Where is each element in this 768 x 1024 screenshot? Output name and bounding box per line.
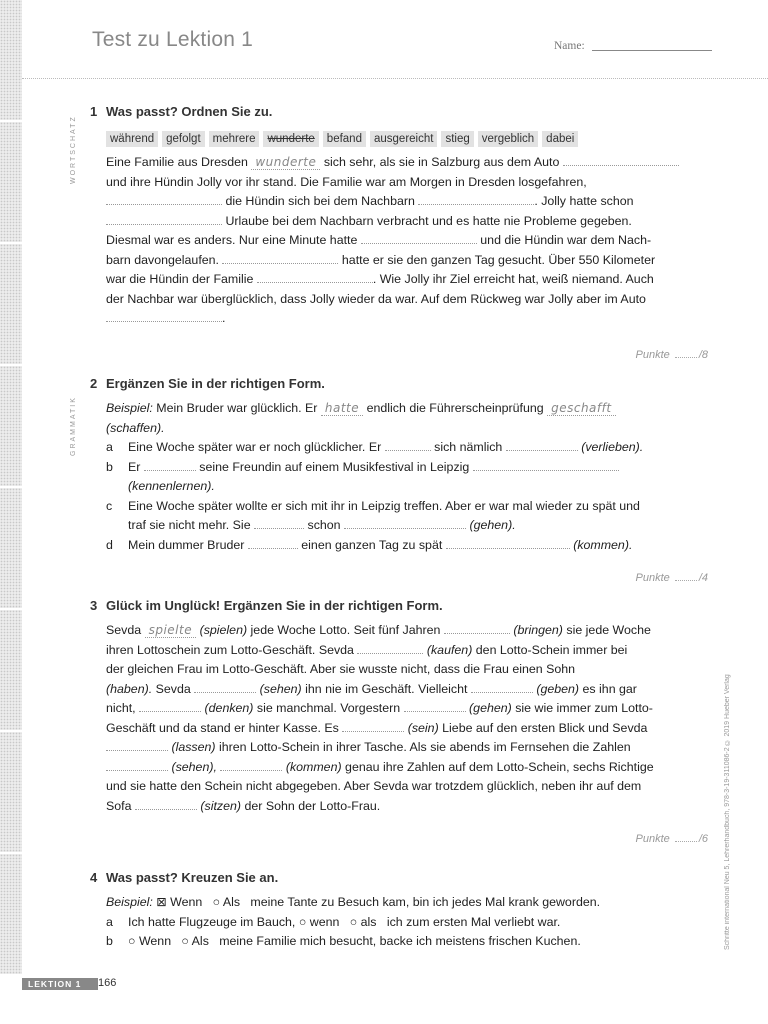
answer-blank[interactable] <box>139 700 201 712</box>
page-number: 166 <box>98 977 117 989</box>
handwritten-answer: wunderte <box>251 155 320 170</box>
item-d: d Mein dummer Bruder einen ganzen Tag zu spät (kommen). <box>106 537 633 552</box>
answer-blank[interactable] <box>446 537 570 549</box>
name-field[interactable] <box>592 50 712 51</box>
name-label: Name: <box>554 40 585 52</box>
answer-blank[interactable] <box>220 759 282 771</box>
copyright-note: Schritte international Neu 5, Lehrerhandbuch, 978-3-19-311086-2 © 2019 Hueber Verlag <box>724 674 731 950</box>
word-box <box>90 131 700 147</box>
answer-blank[interactable] <box>357 642 423 654</box>
answer-blank[interactable] <box>254 517 304 529</box>
task-2-items <box>90 438 700 555</box>
task-2 <box>90 376 700 555</box>
answer-blank[interactable] <box>344 517 466 529</box>
radio-icon: ○ <box>212 895 221 909</box>
handwritten-answer: geschafft <box>547 401 615 416</box>
answer-blank[interactable] <box>361 232 477 244</box>
radio-icon[interactable]: ○ <box>298 914 307 929</box>
answer-blank[interactable] <box>106 739 168 751</box>
word-chip: dabei <box>542 131 578 147</box>
word-chip-used: wunderte <box>263 131 318 147</box>
points-task-3: Punkte /6 <box>635 833 708 845</box>
task-3-heading: 3 Glück im Unglück! Ergänzen Sie in der richtigen Form. <box>90 598 443 613</box>
word-chip: stieg <box>441 131 473 147</box>
handwritten-answer: spielte <box>145 623 197 638</box>
task-1-heading: 1 Was passt? Ordnen Sie zu. <box>90 104 273 119</box>
handwritten-answer: hatte <box>321 401 363 416</box>
lektion-tab: LEKTION 1 <box>22 978 98 990</box>
section-tag-grammatik: GRAMMATIK <box>70 396 77 456</box>
page-title: Test zu Lektion 1 <box>92 28 253 51</box>
answer-blank[interactable] <box>106 759 168 771</box>
item-a: a Ich hatte Flugzeuge im Bauch, ○ wenn ○ als ich zum ersten Mal verliebt war. <box>106 914 561 929</box>
answer-blank[interactable] <box>222 252 338 264</box>
answer-blank[interactable] <box>418 193 534 205</box>
answer-blank[interactable] <box>563 154 679 166</box>
left-dotted-strip <box>0 0 22 1024</box>
item-b: b Er seine Freundin auf einem Musikfestival in Leipzig (kennenlernen). <box>106 458 700 497</box>
task-3-text: Sevda spielte (spielen) jede Woche Lotto. Seit fünf Jahren (bringen) sie jede Woche ihren Lottoschein zum Lotto-Geschäft. Sevda (kaufen) den Lotto-Schein immer bei der gleichen Frau im Lotto-Geschäft. Aber sie wusste nicht, dass die Frau einen Sohn (haben). Sevda (sehen) ihn nie im Geschäft. Vielleicht (geben) es ihn gar nicht, (denken) sie manchmal. Vorgestern (gehen) sie wie immer zum Lotto- Geschäft und da stand er hinter Kasse. Es (sein) Liebe auf den ersten Blick und Sevda (lassen) ihren Lotto-Schein in ihrer Tasche. Als sie abends im Fernsehen die Zahlen (sehen), (kommen) genau ihre Zahlen auf dem Lotto-Schein, sechs Richtige und sie hatte den Schein nicht abgegeben. Aber Sevda war trotzdem glücklich, neben ihr auf dem Sofa (sitzen) der Sohn der Lotto-Frau. <box>106 623 654 813</box>
answer-blank[interactable] <box>248 537 298 549</box>
task-2-heading: 2 Ergänzen Sie in der richtigen Form. <box>90 376 325 391</box>
answer-blank[interactable] <box>106 310 222 322</box>
word-chip: während <box>106 131 158 147</box>
word-chip: befand <box>323 131 366 147</box>
task-2-example: Beispiel: Mein Bruder war glücklich. Er hatte endlich die Führerscheinprüfung geschafft (schaffen). <box>90 399 700 438</box>
answer-blank[interactable] <box>106 213 222 225</box>
answer-blank[interactable] <box>257 271 373 283</box>
points-task-2: Punkte /4 <box>635 572 708 584</box>
radio-icon[interactable]: ○ <box>349 914 358 929</box>
task-1 <box>90 104 700 329</box>
word-chip: ausgereicht <box>370 131 437 147</box>
task-4-heading: 4 Was passt? Kreuzen Sie an. <box>90 870 279 885</box>
header-divider <box>22 78 768 79</box>
task-3 <box>90 598 700 816</box>
radio-icon[interactable]: ○ <box>181 934 189 948</box>
answer-blank[interactable] <box>506 439 578 451</box>
word-chip: gefolgt <box>162 131 205 147</box>
task-4 <box>90 870 700 952</box>
page-header <box>92 28 728 68</box>
word-chip: vergeblich <box>478 131 538 147</box>
answer-blank[interactable] <box>404 700 466 712</box>
answer-blank[interactable] <box>342 720 404 732</box>
task-1-text: Eine Familie aus Dresden wunderte sich sehr, als sie in Salzburg aus dem Auto und ihre Hündin Jolly vor ihr stand. Die Familie war am Morgen in Dresden losgefahren, die Hündin sich bei dem Nachbarn . Jolly hatte schon Urlaube bei dem Nachbarn verbracht und es hatte nie Probleme gegeben. Diesmal war es anders. Nur eine Minute hatte und die Hündin war dem Nach- barn davongelaufen. hatte er sie den ganzen Tag gesucht. Über 550 Kilometer war die Hündin der Familie . Wie Jolly ihr Ziel erreicht hat, weiß niemand. Auch der Nachbar war überglücklich, dass Jolly wieder da war. Auf dem Rückweg war Jolly aber im Auto . <box>90 153 700 329</box>
item-c: c Eine Woche später wollte er sich mit ihr in Leipzig treffen. Aber er war mal wieder zu spät und traf sie nicht mehr. Sie schon (gehen). <box>106 498 640 532</box>
section-tag-wortschatz: WORTSCHATZ <box>70 115 77 184</box>
item-a: a Eine Woche später war er noch glücklicher. Er sich nämlich (verlieben). <box>106 440 644 454</box>
task-4-items <box>90 893 700 952</box>
answer-blank[interactable] <box>106 193 222 205</box>
answer-blank[interactable] <box>473 459 619 471</box>
word-chip: mehrere <box>209 131 260 147</box>
answer-blank[interactable] <box>471 681 533 693</box>
answer-blank[interactable] <box>135 798 197 810</box>
answer-blank[interactable] <box>194 681 256 693</box>
answer-blank[interactable] <box>444 622 510 634</box>
answer-blank[interactable] <box>144 459 196 471</box>
answer-blank[interactable] <box>385 439 431 451</box>
checked-box-icon: ⊠ <box>156 895 167 909</box>
points-task-1: Punkte /8 <box>635 349 708 361</box>
radio-icon[interactable]: ○ <box>128 934 136 948</box>
task-4-example: Beispiel: ⊠ Wenn ○ Als meine Tante zu Besuch kam, bin ich jedes Mal krank geworden. <box>106 895 601 909</box>
item-b: b ○ Wenn ○ Als meine Familie mich besucht, backe ich meistens frischen Kuchen. <box>106 934 581 948</box>
